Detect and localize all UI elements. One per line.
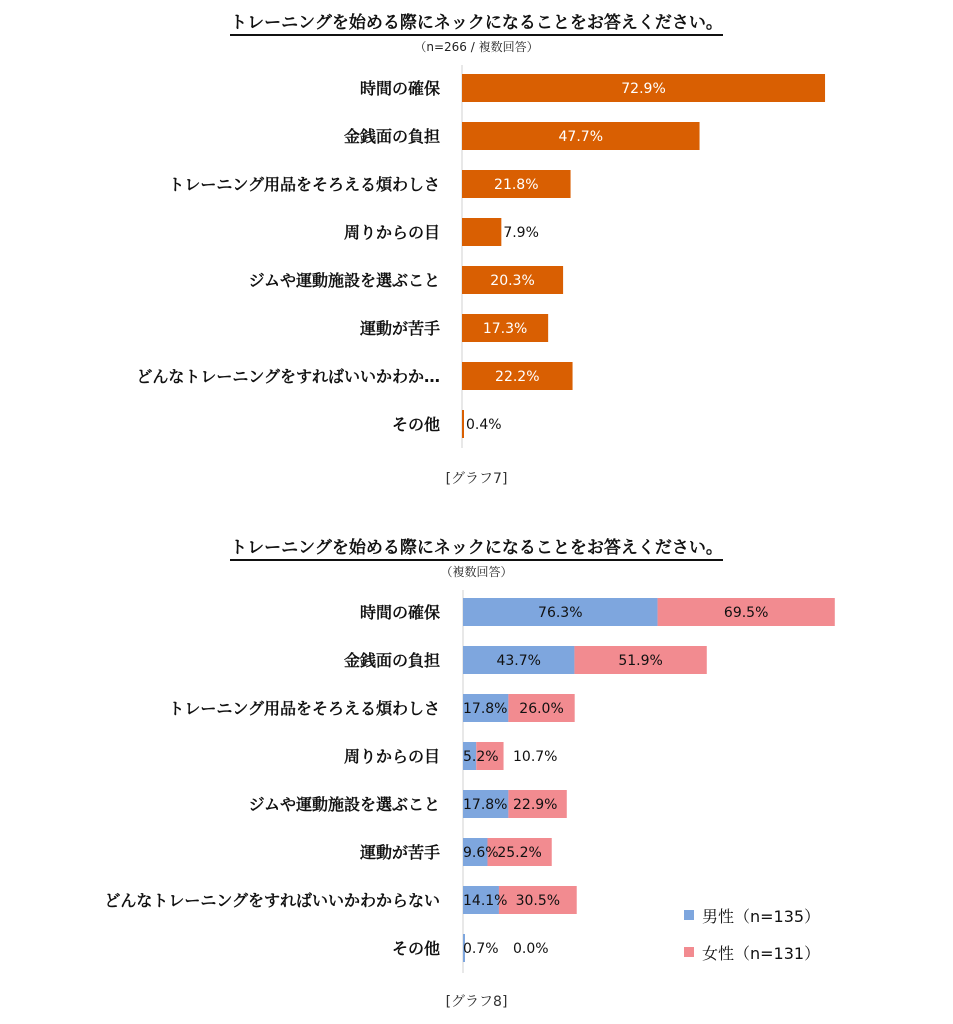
category-label: その他	[391, 415, 440, 434]
category-label: 運動が苦手	[359, 843, 440, 862]
data-label: 22.2%	[495, 369, 540, 385]
legend	[684, 905, 820, 979]
data-label: 17.3%	[482, 321, 528, 337]
data-label-male: 43.7%	[496, 653, 541, 669]
category-label: 時間の確保	[359, 603, 440, 622]
data-label-male: 76.3%	[538, 605, 583, 621]
category-label: どんなトレーニングをすればいいかわからない	[104, 891, 440, 910]
category-label: その他	[391, 939, 440, 958]
data-label: 7.9%	[503, 225, 539, 241]
chart-subtitle: （n=266 / 複数回答）	[414, 40, 539, 54]
category-label: どんなトレーニングをすればいいかわか…	[136, 367, 440, 386]
data-label-female: 25.2%	[497, 845, 542, 861]
category-label: 金銭面の負担	[343, 651, 440, 670]
data-label-female: 22.9%	[513, 797, 558, 813]
category-label: 運動が苦手	[359, 319, 440, 338]
bar	[462, 410, 464, 438]
category-label: 周りからの目	[343, 747, 440, 766]
chart-7	[0, 0, 953, 500]
legend-swatch-male	[684, 910, 694, 920]
data-label: 0.4%	[466, 417, 502, 433]
data-label-male: 0.7%	[463, 941, 499, 957]
legend-label-female: 女性（n=131）	[702, 943, 821, 963]
data-label-female: 30.5%	[515, 893, 561, 909]
category-label: ジムや運動施設を選ぶこと	[248, 271, 440, 290]
data-label-female: 0.0%	[513, 941, 549, 957]
category-label: ジムや運動施設を選ぶこと	[248, 795, 440, 814]
category-label: 金銭面の負担	[343, 127, 440, 146]
legend-label-male: 男性（n=135）	[702, 906, 821, 926]
data-label-female: 51.9%	[618, 653, 663, 669]
chart-caption: [グラフ7]	[445, 471, 508, 487]
bar-chart-svg	[0, 0, 953, 500]
category-label: 時間の確保	[359, 79, 440, 98]
category-label: 周りからの目	[343, 223, 440, 242]
data-label-male: 17.8%	[463, 701, 508, 717]
data-label-male: 9.6%	[463, 845, 499, 861]
data-label: 20.3%	[490, 273, 535, 289]
legend-item-male	[684, 905, 820, 925]
data-label-female: 69.5%	[723, 605, 769, 621]
data-label-female: 26.0%	[519, 701, 564, 717]
chart-title: トレーニングを始める際にネックになることをお答えください。	[0, 8, 953, 33]
data-label-male: 5.2%	[463, 749, 499, 765]
bar	[462, 218, 501, 246]
chart-title: トレーニングを始める際にネックになることをお答えください。	[0, 533, 953, 558]
legend-item-female	[684, 942, 820, 962]
data-label: 21.8%	[494, 177, 539, 193]
data-label-male: 17.8%	[463, 797, 508, 813]
data-label: 72.9%	[621, 81, 666, 97]
data-label-male: 14.1%	[463, 893, 508, 909]
category-label: トレーニング用品をそろえる煩わしさ	[168, 175, 440, 194]
legend-swatch-female	[684, 947, 694, 957]
chart-8	[0, 525, 953, 1024]
chart-subtitle: （複数回答）	[440, 565, 513, 579]
data-label-female: 10.7%	[513, 749, 558, 765]
data-label: 47.7%	[558, 129, 604, 145]
category-label: トレーニング用品をそろえる煩わしさ	[168, 699, 440, 718]
chart-caption: [グラフ8]	[445, 994, 508, 1010]
